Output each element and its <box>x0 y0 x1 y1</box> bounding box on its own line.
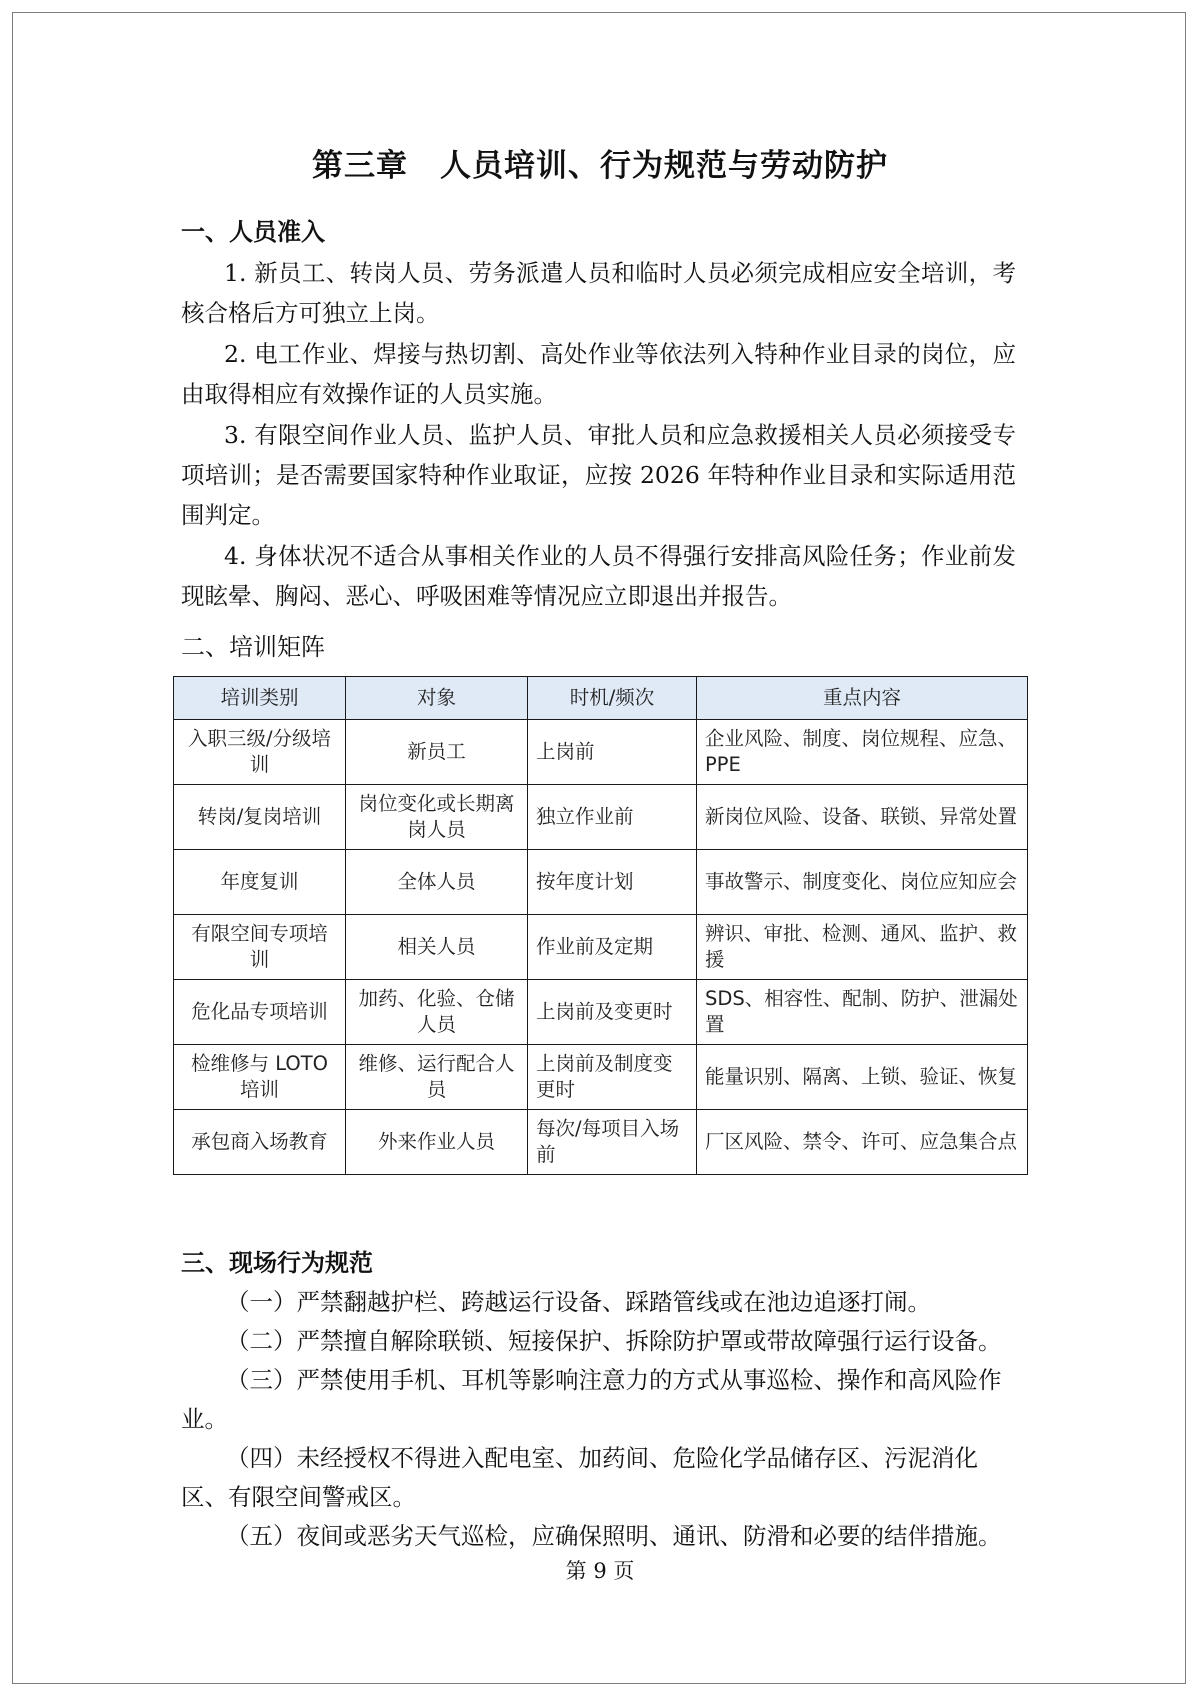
cell-target: 维修、运行配合人员 <box>346 1045 528 1110</box>
table-row <box>174 850 1028 915</box>
cell-key-content: 新岗位风险、设备、联锁、异常处置 <box>697 785 1028 850</box>
table-header-row <box>174 677 1028 720</box>
table-row <box>174 720 1028 785</box>
section-heading-site-conduct: 三、现场行为规范 <box>181 1249 373 1277</box>
header-timing: 时机/频次 <box>528 677 697 720</box>
cell-target: 全体人员 <box>346 850 528 915</box>
cell-timing: 作业前及定期 <box>528 915 697 980</box>
cell-timing: 上岗前 <box>528 720 697 785</box>
conduct-rule-3: （三）严禁使用手机、耳机等影响注意力的方式从事巡检、操作和高风险作业。 <box>181 1366 1002 1433</box>
cell-timing: 每次/每项目入场前 <box>528 1110 697 1175</box>
conduct-rule-5: （五）夜间或恶劣天气巡检，应确保照明、通讯、防滑和必要的结伴措施。 <box>226 1522 1002 1550</box>
cell-key-content: 事故警示、制度变化、岗位应知应会 <box>697 850 1028 915</box>
conduct-rule-1: （一）严禁翻越护栏、跨越运行设备、踩踏管线或在池边追逐打闹。 <box>226 1288 931 1316</box>
table-row <box>174 1045 1028 1110</box>
table-row <box>174 785 1028 850</box>
header-key-content: 重点内容 <box>697 677 1028 720</box>
cell-key-content: 辨识、审批、检测、通风、监护、救援 <box>697 915 1028 980</box>
cell-timing: 上岗前及变更时 <box>528 980 697 1045</box>
cell-timing: 独立作业前 <box>528 785 697 850</box>
cell-key-content: 企业风险、制度、岗位规程、应急、PPE <box>697 720 1028 785</box>
cell-target: 加药、化验、仓储人员 <box>346 980 528 1045</box>
cell-category: 承包商入场教育 <box>174 1110 346 1175</box>
cell-key-content: SDS、相容性、配制、防护、泄漏处置 <box>697 980 1028 1045</box>
table-row <box>174 1110 1028 1175</box>
table-row <box>174 980 1028 1045</box>
cell-key-content: 能量识别、隔离、上锁、验证、恢复 <box>697 1045 1028 1110</box>
conduct-rule-4: （四）未经授权不得进入配电室、加药间、危险化学品储存区、污泥消化区、有限空间警戒区。 <box>181 1444 978 1511</box>
cell-category: 检维修与 LOTO 培训 <box>174 1045 346 1110</box>
cell-category: 有限空间专项培训 <box>174 915 346 980</box>
cell-target: 新员工 <box>346 720 528 785</box>
cell-target: 相关人员 <box>346 915 528 980</box>
admission-item-1: 1. 新员工、转岗人员、劳务派遣人员和临时人员必须完成相应安全培训，考核合格后方可独立上岗。 <box>181 259 1016 327</box>
cell-target: 岗位变化或长期离岗人员 <box>346 785 528 850</box>
admission-item-4: 4. 身体状况不适合从事相关作业的人员不得强行安排高风险任务；作业前发现眩晕、胸闷、恶心、呼吸困难等情况应立即退出并报告。 <box>181 542 1016 610</box>
cell-category: 转岗/复岗培训 <box>174 785 346 850</box>
cell-category: 危化品专项培训 <box>174 980 346 1045</box>
header-category: 培训类别 <box>174 677 346 720</box>
cell-target: 外来作业人员 <box>346 1110 528 1175</box>
cell-timing: 上岗前及制度变更时 <box>528 1045 697 1110</box>
training-matrix-table <box>173 676 1028 1175</box>
header-target: 对象 <box>346 677 528 720</box>
admission-item-2: 2. 电工作业、焊接与热切割、高处作业等依法列入特种作业目录的岗位，应由取得相应有效操作证的人员实施。 <box>181 340 1016 408</box>
cell-timing: 按年度计划 <box>528 850 697 915</box>
table-row <box>174 915 1028 980</box>
cell-category: 年度复训 <box>174 850 346 915</box>
conduct-rule-2: （二）严禁擅自解除联锁、短接保护、拆除防护罩或带故障强行运行设备。 <box>226 1327 1002 1355</box>
page-number: 第 9 页 <box>565 1559 635 1583</box>
admission-item-3: 3. 有限空间作业人员、监护人员、审批人员和应急救援相关人员必须接受专项培训；是否需要国家特种作业取证，应按 2026 年特种作业目录和实际适用范围判定。 <box>181 421 1016 529</box>
cell-key-content: 厂区风险、禁令、许可、应急集合点 <box>697 1110 1028 1175</box>
section-heading-admission: 一、人员准入 <box>181 218 325 246</box>
section-heading-training-matrix: 二、培训矩阵 <box>181 633 325 661</box>
cell-category: 入职三级/分级培训 <box>174 720 346 785</box>
chapter-title: 第三章 人员培训、行为规范与劳动防护 <box>312 148 888 184</box>
